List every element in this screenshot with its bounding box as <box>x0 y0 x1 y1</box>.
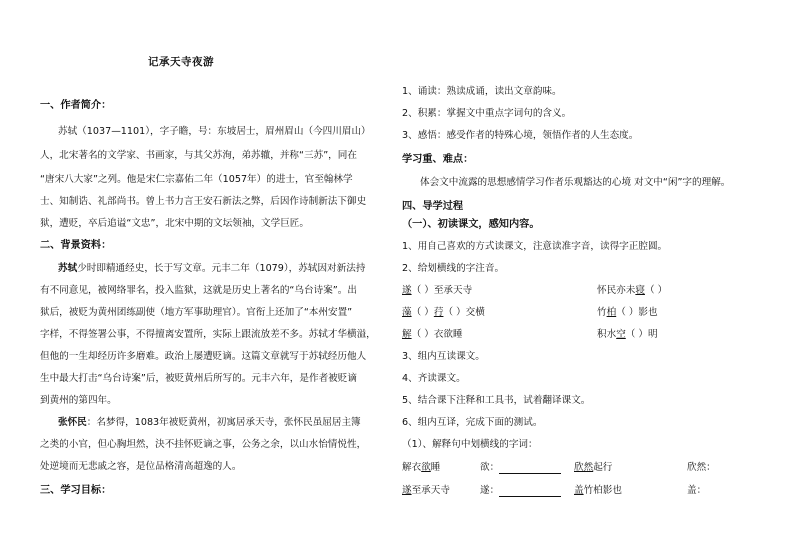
left-column <box>40 0 385 550</box>
vocab-answer[interactable]: 盖： <box>687 485 707 496</box>
author-line: 狱，遭贬，卒后追谥“文忠”，北宋中期的文坛领袖，文学巨匠。 <box>40 218 309 229</box>
guide-subheading: （一）、初读课文，感知内容。 <box>402 219 540 230</box>
quiz-question: （1）、解释句中划横线的字词： <box>402 439 538 450</box>
key-points-text: 体会文中流露的思想感情学习作者乐观豁达的心境 对文中“闲”字的理解。 <box>420 177 731 188</box>
guide-step: 2、给划横线的字注音。 <box>402 263 505 274</box>
author-line: 苏轼（1037—1101），字子瞻，号：东坡居士，眉州眉山（今四川眉山） <box>58 126 371 137</box>
background-line: 但他的一生却经历许多磨难。政治上屡遭贬谪。这篇文章就写于苏轼经历他人 <box>40 351 367 362</box>
author-line: 士、知制诰、礼部尚书。曾上书力言王安石新法之弊，后因作诗制新法下御史 <box>40 196 367 207</box>
guide-step: 5、结合课下注释和工具书，试着翻译课文。 <box>402 395 591 406</box>
background-line: 狱后，被贬为黄州团练副使（地方军事助理官）。官衔上还加了“本州安置” <box>40 307 353 318</box>
name-sushi: 苏轼 <box>58 263 78 274</box>
background-line: 苏轼少时即精通经史，长于写文章。元丰二年（1079），苏轼因对新法持 <box>58 263 366 274</box>
background-line: 处逆境而无悲戚之容，是位品格清高超逸的人。 <box>40 461 242 472</box>
phonetic-item: 解（ ）衣欲睡 <box>402 329 463 340</box>
guide-step: 3、组内互读课文。 <box>402 351 485 362</box>
answer-blank[interactable] <box>499 486 561 497</box>
page-title: 记承天寺夜游 <box>148 56 214 68</box>
vocab-answer[interactable]: 遂： <box>480 485 561 497</box>
phonetic-item: 藻（ ）荇（ ）交横 <box>402 307 485 318</box>
background-line: 张怀民：名梦得，1083年被贬黄州，初寓居承天寺，张怀民虽屈居主簿 <box>58 417 361 428</box>
section-author-heading: 一、作者简介： <box>40 100 112 111</box>
phonetic-item: 积水空（ ）明 <box>597 329 658 340</box>
vocab-sentence: 盖竹柏影也 <box>574 485 622 496</box>
vocab-sentence: 欣然起行 <box>574 462 613 473</box>
goal-item: 1、诵读：熟读成诵，读出文章韵味。 <box>402 86 562 97</box>
right-column <box>402 0 757 550</box>
phonetic-item: 怀民亦未寝（ ） <box>597 285 668 296</box>
vocab-sentence: 解衣欲睡 <box>402 462 441 473</box>
section-guide-heading: 四、导学过程 <box>402 201 464 212</box>
goal-item: 3、感悟：感受作者的特殊心境，领悟作者的人生态度。 <box>402 130 639 141</box>
vocab-sentence: 遂至承天寺 <box>402 485 450 496</box>
author-line: 人，北宋著名的文学家、书画家，与其父苏洵，弟苏辙，并称“三苏”，同在 <box>40 150 357 161</box>
section-background-heading: 二、背景资料： <box>40 240 112 251</box>
answer-blank[interactable] <box>499 463 561 474</box>
vocab-answer[interactable]: 欣然： <box>687 462 716 473</box>
guide-step: 1、用自己喜欢的方式读课文，注意读准字音，读得字正腔圆。 <box>402 241 668 252</box>
phonetic-item: 竹柏（ ）影也 <box>597 307 658 318</box>
vocab-answer[interactable]: 欲： <box>480 462 561 474</box>
phonetic-item: 遂（ ）至承天寺 <box>402 285 473 296</box>
section-goals-heading: 三、学习目标： <box>40 485 112 496</box>
guide-step: 4、齐读课文。 <box>402 373 466 384</box>
author-line: “唐宋八大家”之列。他是宋仁宗嘉佑二年（1057年）的进士，官至翰林学 <box>40 174 353 185</box>
key-points-heading: 学习重、难点： <box>402 154 474 165</box>
background-line: 字样，不得签署公事，不得擅离安置所，实际上跟流放差不多。苏轼才华横溢， <box>40 329 376 340</box>
background-line: 之类的小官，但心胸坦然，決不挂怀贬谪之事，公务之余，以山水怡情悦性， <box>40 439 367 450</box>
name-zhanghuaimin: 张怀民 <box>58 417 87 428</box>
guide-step: 6、组内互译，完成下面的测试。 <box>402 417 543 428</box>
background-line: 有不同意见，被网络罪名，投入监狱，这就是历史上著名的“乌台诗案”。出 <box>40 285 357 296</box>
goal-item: 2、积累：掌握文中重点字词句的含义。 <box>402 108 572 119</box>
background-line: 生中最大打击“乌台诗案”后，被贬黄州后所写的。元丰六年，是作者被贬谪 <box>40 373 357 384</box>
background-line: 到黄州的第四年。 <box>40 395 117 406</box>
